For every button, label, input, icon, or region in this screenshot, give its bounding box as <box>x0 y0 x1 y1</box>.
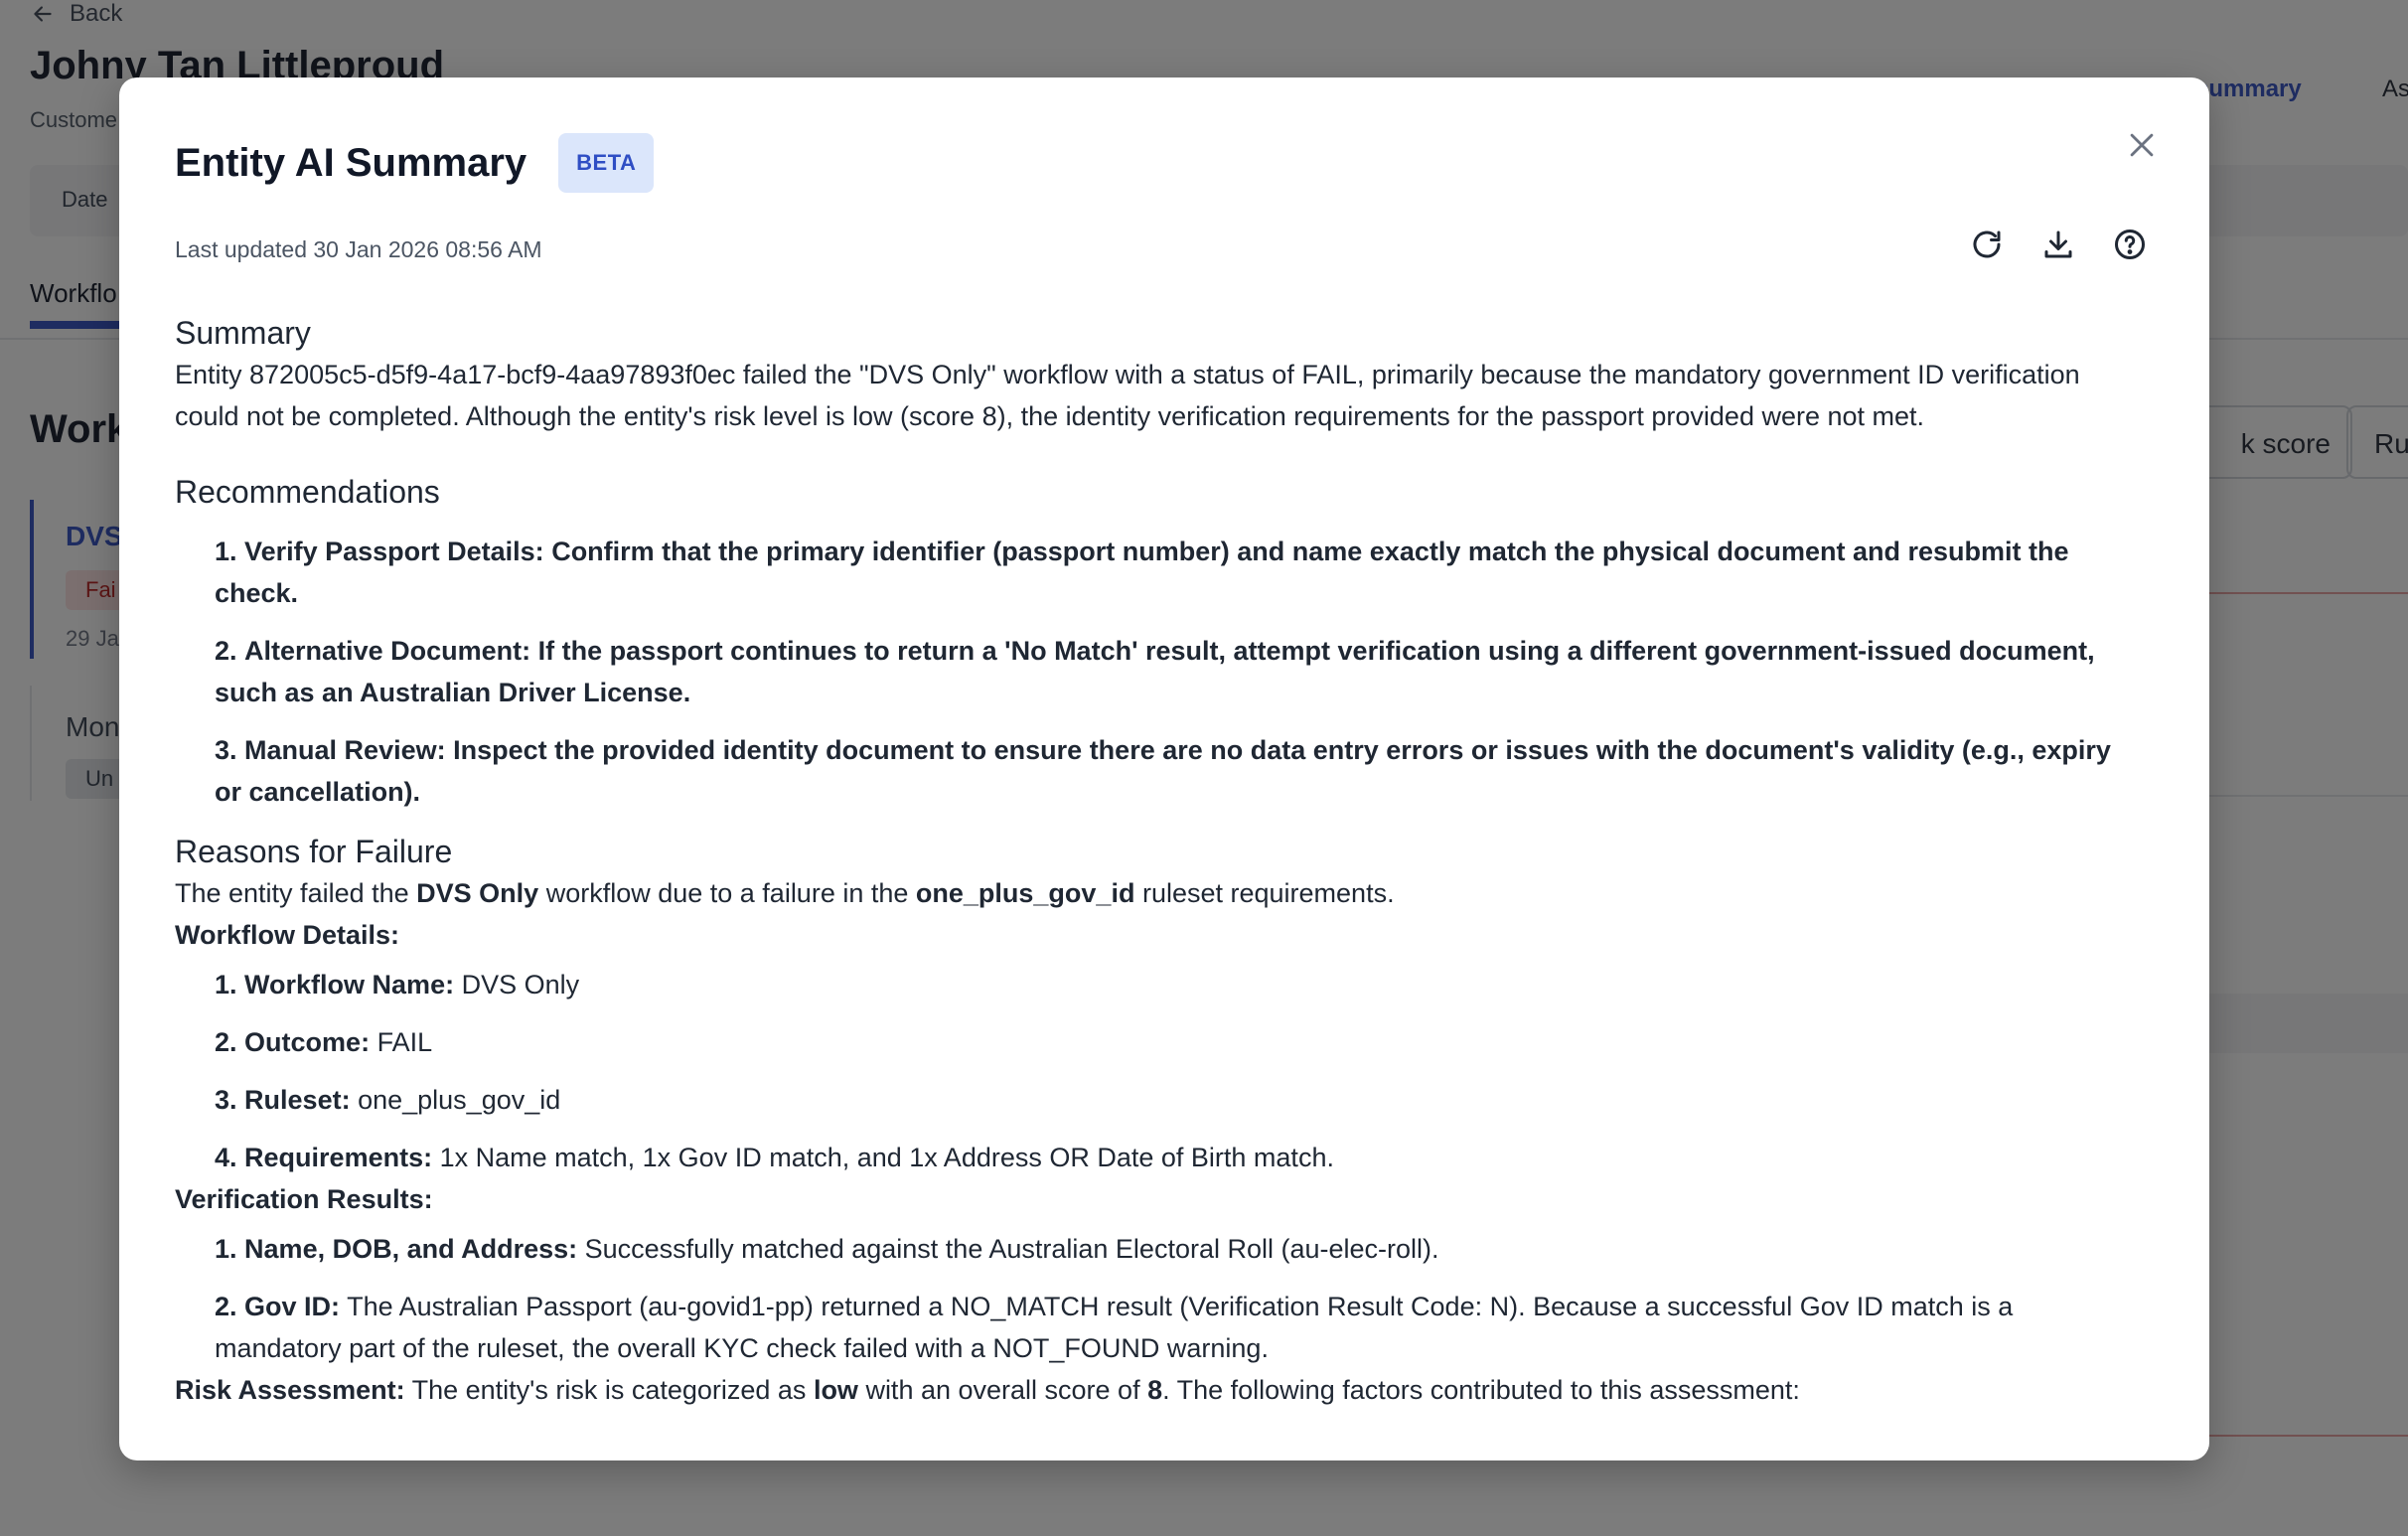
summary-text: Entity 872005c5-d5f9-4a17-bcf9-4aa97893f0ec failed the "DVS Only" workflow with a status of FAIL, primarily because the mandatory government ID verification could not be completed. Although the entity's risk level is low (score 8), the identity verification requirements for the passport provided were not met. <box>175 360 2080 431</box>
risk-text: . The following factors contributed to this assessment: <box>1162 1375 1800 1405</box>
list-item <box>215 630 2132 713</box>
list-number: 2. <box>215 636 237 666</box>
list-item-label: Alternative Document: <box>244 636 531 666</box>
list-item-text: Inspect the provided identity document to ensure there are no data entry errors or issues with the document's validity (e.g., expiry or cancellation). <box>215 735 2111 807</box>
verification-results-list <box>175 1228 2132 1369</box>
list-item-text: one_plus_gov_id <box>350 1085 561 1115</box>
modal-header <box>175 133 654 193</box>
list-item-text: DVS Only <box>454 970 580 999</box>
risk-assessment <box>175 1369 2132 1411</box>
list-item-text: Successfully matched against the Australian Electoral Roll (au-elec-roll). <box>577 1234 1439 1264</box>
list-item <box>215 1137 2132 1178</box>
list-item <box>215 531 2132 614</box>
help-button[interactable] <box>2112 227 2148 262</box>
list-number: 2. <box>215 1292 237 1321</box>
list-item <box>215 1228 2132 1270</box>
list-item-text: Confirm that the primary identifier (passport number) and name exactly match the physical document and resubmit the check. <box>215 537 2069 608</box>
help-icon <box>2112 227 2148 262</box>
failure-intro-text: ruleset requirements. <box>1134 878 1395 908</box>
refresh-button[interactable] <box>1969 227 2005 262</box>
list-item <box>215 964 2132 1005</box>
risk-score: 8 <box>1147 1375 1163 1405</box>
recommendations-list <box>175 531 2132 813</box>
close-button[interactable] <box>2116 119 2168 171</box>
list-item-text: FAIL <box>370 1027 433 1057</box>
list-item <box>215 1286 2132 1369</box>
list-number: 3. <box>215 735 237 765</box>
list-item-label: Workflow Name: <box>244 970 455 999</box>
risk-level: low <box>813 1375 858 1405</box>
summary-heading: Summary <box>175 315 311 351</box>
download-icon <box>2040 227 2076 262</box>
entity-ai-summary-modal <box>119 77 2209 1460</box>
modal-toolbar <box>1969 227 2148 262</box>
failure-intro-text: workflow due to a failure in the <box>538 878 916 908</box>
failure-intro <box>175 872 2132 914</box>
beta-badge: BETA <box>558 133 654 193</box>
list-item-label: Name, DOB, and Address: <box>244 1234 578 1264</box>
list-item-text: The Australian Passport (au-govid1-pp) returned a NO_MATCH result (Verification Result Code: N). Because a successful Gov ID match is a mandatory part of the ruleset, the overall KYC check failed with a NOT_FOUND warning. <box>215 1292 2014 1363</box>
list-item-label: Gov ID: <box>244 1292 341 1321</box>
list-number: 4. <box>215 1143 237 1172</box>
list-number: 1. <box>215 1234 237 1264</box>
list-item-label: Ruleset: <box>244 1085 351 1115</box>
list-number: 2. <box>215 1027 237 1057</box>
list-item-label: Manual Review: <box>244 735 446 765</box>
download-button[interactable] <box>2040 227 2076 262</box>
failure-heading: Reasons for Failure <box>175 834 453 869</box>
list-item-label: Outcome: <box>244 1027 371 1057</box>
refresh-icon <box>1969 227 2005 262</box>
failure-intro-ruleset: one_plus_gov_id <box>915 878 1135 908</box>
recommendations-heading: Recommendations <box>175 474 440 510</box>
list-item <box>215 1021 2132 1063</box>
close-icon <box>2125 128 2159 162</box>
list-item-label: Verify Passport Details: <box>244 537 544 566</box>
failure-intro-text: The entity failed the <box>175 878 417 908</box>
workflow-details-label: Workflow Details: <box>175 920 400 950</box>
list-number: 1. <box>215 970 237 999</box>
workflow-details-list <box>175 964 2132 1178</box>
failure-intro-workflow: DVS Only <box>416 878 539 908</box>
summary-content[interactable] <box>175 312 2251 1453</box>
verification-results-label: Verification Results: <box>175 1184 433 1214</box>
list-item-text: 1x Name match, 1x Gov ID match, and 1x Address OR Date of Birth match. <box>432 1143 1334 1172</box>
list-number: 1. <box>215 537 237 566</box>
last-updated-text: Last updated 30 Jan 2026 08:56 AM <box>175 236 542 262</box>
list-number: 3. <box>215 1085 237 1115</box>
list-item <box>215 1079 2132 1121</box>
risk-text: with an overall score of <box>857 1375 1148 1405</box>
list-item-label: Requirements: <box>244 1143 433 1172</box>
risk-assessment-label: Risk Assessment: <box>175 1375 405 1405</box>
risk-text: The entity's risk is categorized as <box>404 1375 814 1405</box>
modal-title: Entity AI Summary <box>175 140 527 185</box>
list-item <box>215 729 2132 813</box>
list-item-text: If the passport continues to return a 'No Match' result, attempt verification using a different government-issued document, such as an Australian Driver License. <box>215 636 2095 707</box>
